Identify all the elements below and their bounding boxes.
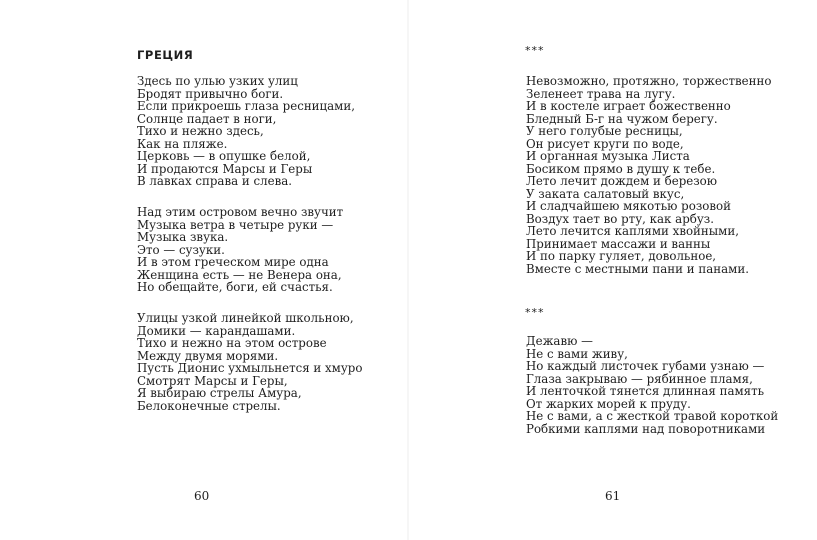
poem-line: От жарких морей к пруду. <box>526 396 691 411</box>
poem-line: Тихо и нежно на этом острове <box>137 336 327 350</box>
poem-line: Бродят привычно боги. <box>137 86 284 101</box>
poem-line: Но обещайте, боги, ей счастья. <box>137 280 333 294</box>
poem-line: Воздух тает во рту, как арбуз. <box>526 211 714 226</box>
poem-line: Если прикроешь глаза ресницами, <box>137 99 355 113</box>
poem-line: Домики — карандашами. <box>137 323 296 338</box>
poem-line: Принимает массажи и ванны <box>526 236 711 251</box>
poem-line: И органная музыка Листа <box>526 149 690 163</box>
poem-line: Бледный Б-г на чужом берегу. <box>526 111 718 126</box>
poem-line: Смотрят Марсы и Геры, <box>137 373 288 388</box>
poem-line: Зеленеет трава на лугу. <box>526 86 676 101</box>
poem-line: В лавках справа и слева. <box>137 174 292 188</box>
poem-2 <box>526 335 778 435</box>
poem-line: У него голубые ресницы, <box>526 124 683 138</box>
poem-line: И в этом греческом мире одна <box>137 255 329 269</box>
poem-line: Глаза закрываю — рябинное пламя, <box>526 371 753 386</box>
poem-line: Улицы узкой линейкой школьною, <box>137 311 354 325</box>
page-number: 60 <box>194 489 210 503</box>
poem-1 <box>526 75 771 275</box>
poem-line: Белоконечные стрелы. <box>137 398 281 413</box>
stanza-2 <box>137 206 343 294</box>
poem-line: Не с вами живу, <box>526 346 628 361</box>
poem-line: И ленточкой тянется длинная память <box>526 384 765 398</box>
right-page <box>408 0 817 540</box>
poem-line: Церковь — в опушке белой, <box>137 149 311 163</box>
poem-line: Тихо и нежно здесь, <box>137 124 264 138</box>
page-number: 61 <box>605 489 621 503</box>
poem-line: Между двумя морями. <box>137 348 279 363</box>
poem-line: Робкими каплями над поворотниками <box>526 421 766 436</box>
poem-line: И продаются Марсы и Геры <box>137 161 313 176</box>
poem-line: Невозможно, протяжно, торжественно <box>526 74 772 88</box>
poem-line: Пусть Дионис ухмыльнется и хмуро <box>137 361 363 375</box>
section-marker: *** <box>525 44 545 57</box>
poem-line: Босиком прямо в душу к тебе. <box>526 161 716 176</box>
poem-line: Музыка ветра в четыре руки — <box>137 217 334 232</box>
poem-line: У заката салатовый вкус, <box>526 186 685 201</box>
poem-line: Над этим островом вечно звучит <box>137 205 344 219</box>
poem-line: Я выбираю стрелы Амура, <box>137 386 302 400</box>
poem-line: Как на пляже. <box>137 136 228 151</box>
poem-line: Дежавю — <box>526 334 593 348</box>
poem-line: Здесь по улью узких улиц <box>137 74 298 88</box>
section-marker: *** <box>525 306 545 319</box>
poem-line: Не с вами, а с жесткой травой короткой <box>526 409 779 423</box>
poem-title: ГРЕЦИЯ <box>137 48 194 62</box>
poem-line: Лето лечится каплями хвойными, <box>526 224 739 238</box>
poem-line: Солнце падает в ноги, <box>137 111 277 126</box>
poem-line: Вместе с местными пани и панами. <box>526 261 749 276</box>
poem-line: И в костеле играет божественно <box>526 99 731 113</box>
poem-line: Это — сузуки. <box>137 242 225 257</box>
poem-line: Музыка звука. <box>137 230 229 244</box>
left-page <box>0 0 408 540</box>
stanza-3 <box>137 312 362 412</box>
poem-line: И по парку гуляет, довольное, <box>526 249 717 263</box>
stanza-1 <box>137 75 355 188</box>
poem-line: Но каждый листочек губами узнаю — <box>526 359 765 373</box>
poem-line: И сладчайшею мякотью розовой <box>526 199 731 213</box>
poem-line: Лето лечит дождем и березою <box>526 174 718 188</box>
poem-line: Он рисует круги по воде, <box>526 136 684 151</box>
poem-line: Женщина есть — не Венера она, <box>137 267 342 282</box>
